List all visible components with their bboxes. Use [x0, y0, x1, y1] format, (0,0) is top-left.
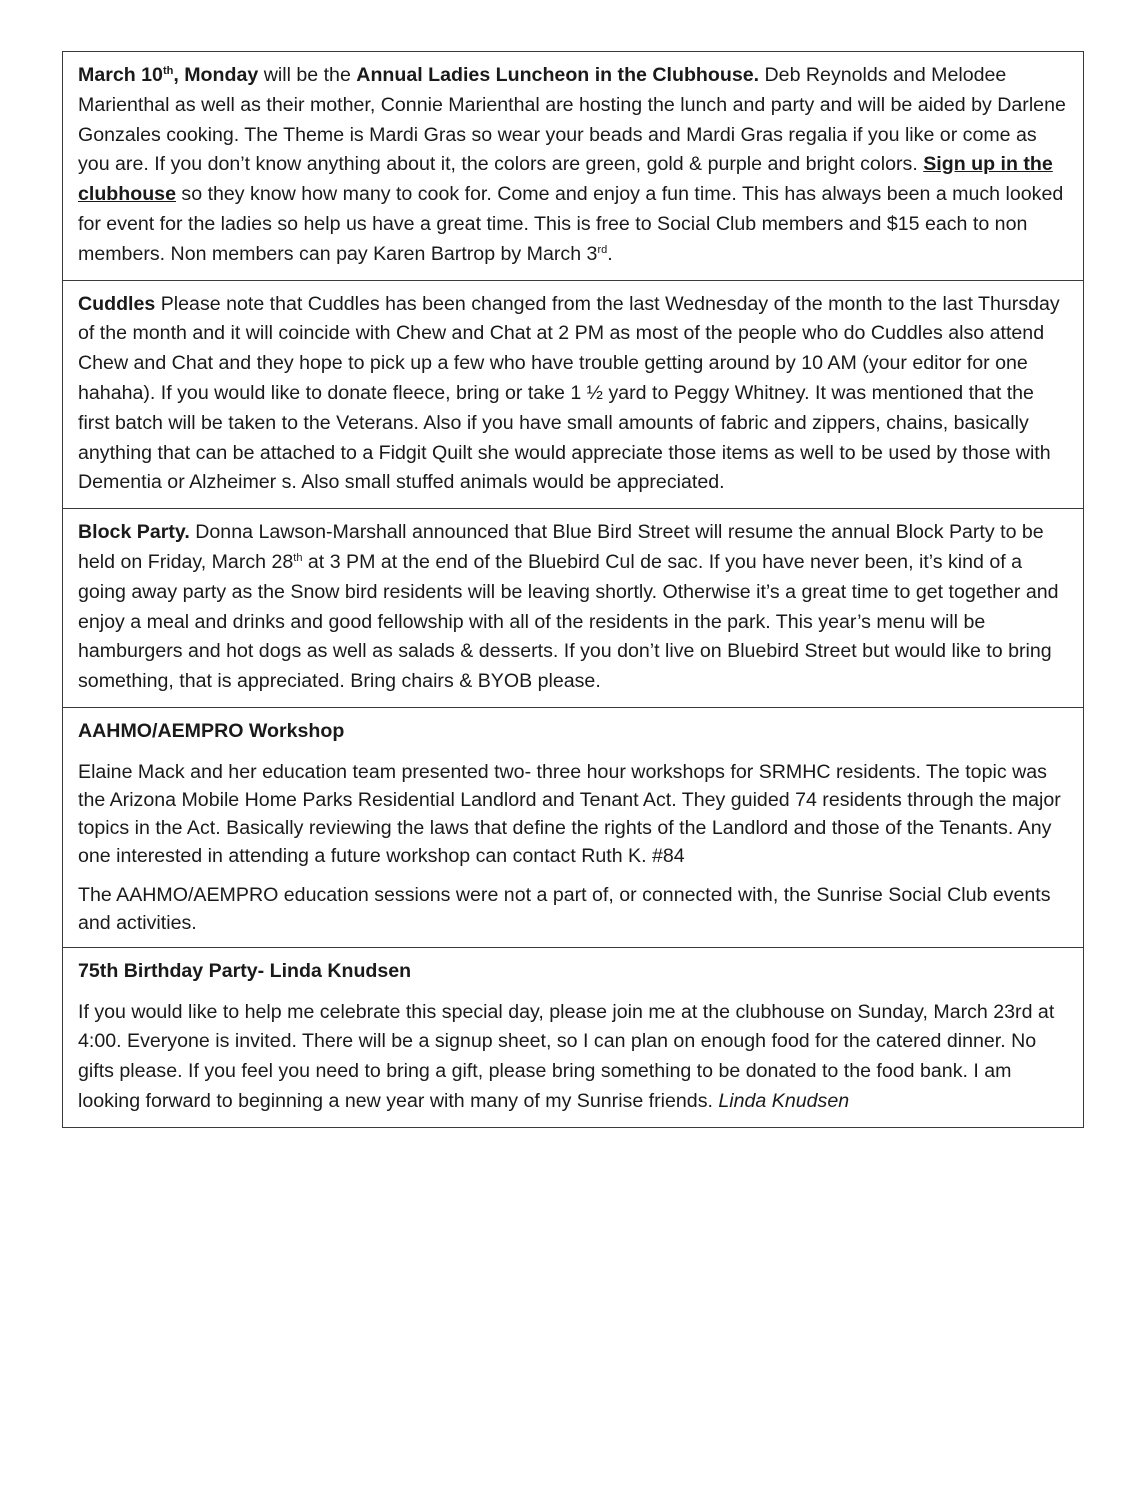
cuddles-body: Please note that Cuddles has been changed from the last Wednesday of the month to the last Thursday of the month and it will coincide with Chew and Chat at 2 PM as most of the people who do Cuddles also attend Chew and Chat and they hope to pick up a few who have trouble getting around by 10 AM (your editor for one hahaha). If you would like to donate fleece, bring or take 1 ½ yard to Peggy Whitney. It was mentioned that the first batch will be taken to the Veterans. Also if you have small amounts of fabric and zippers, chains, basically anything that can be attached to a Fidgit Quilt she would appreciate those items as well to be used by those with Dementia or Alzheimer s. Also small stuffed animals would be appreciated. [78, 292, 1060, 494]
block-party-paragraph [78, 518, 1069, 697]
workshop-paragraph-1: Elaine Mack and her education team presented two- three hour workshops for SRMHC residents. The topic was the Arizona Mobile Home Parks Residential Landlord and Tenant Act. They guided 74 residents through the major topics in the Act. Basically reviewing the laws that define the rights of the Landlord and those of the Tenants. Any one interested in attending a future workshop can contact Ruth K. #84 [78, 760, 1061, 867]
luncheon-text-3: so they know how many to cook for. Come and enjoy a fun time. This has always been a much looked for event for the ladies so help us have a great time. This is free to Social Club members and $15 each to non members. Non members can pay Karen Bartrop by March 3 [78, 183, 1064, 265]
birthday-signature: Linda Knudsen [718, 1089, 850, 1112]
luncheon-section [63, 52, 1083, 281]
cuddles-paragraph [78, 290, 1069, 499]
signup-notice: Sign up in the clubhouse [78, 153, 1053, 206]
block-party-text-2: at 3 PM at the end of the Bluebird Cul de sac. If you have never been, it’s kind of a going away party as the Snow bird residents will be leaving shortly. Otherwise it’s a great time to get together and enjoy a meal and drinks and good fellowship with all of the residents in the park. This year’s menu will be hamburgers and hot dogs as well as salads & desserts. If you don’t live on Bluebird Street but would like to bring something, that is appreciated. Bring chairs & BYOB please. [78, 550, 1059, 693]
luncheon-deadline-suffix: rd [597, 243, 608, 256]
cuddles-title: Cuddles [78, 292, 156, 315]
block-party-title: Block Party. [78, 521, 190, 544]
luncheon-paragraph [78, 61, 1069, 270]
luncheon-date-day: March 10 [78, 64, 163, 86]
block-party-text-1: Donna Lawson-Marshall announced that Blue Bird Street will resume the annual Block Party to be held on Friday, March 28 [78, 521, 1044, 573]
workshop-paragraph-2: The AAHMO/AEMPRO education sessions were not a part of, or connected with, the Sunrise Social Club events and activities. [78, 883, 1051, 934]
luncheon-text-4: . [607, 242, 613, 265]
luncheon-text-1: will be the [258, 64, 357, 86]
birthday-paragraph [78, 998, 1069, 1117]
workshop-section [63, 708, 1083, 948]
newsletter-table [62, 51, 1084, 1128]
birthday-body: If you would like to help me celebrate this special day, please join me at the clubhouse on Sunday, March 23rd at 4:00. Everyone is invited. There will be a signup sheet, so I can plan on enough food for the catered dinner. No gifts please. If you feel you need to bring a gift, please bring something to be donated to the food bank. I am looking forward to beginning a new year with many of my Sunrise friends. [78, 1000, 1055, 1112]
luncheon-weekday: , Monday [173, 64, 259, 86]
luncheon-event-name: Annual Ladies Luncheon in the Clubhouse. [356, 64, 760, 86]
workshop-title: AAHMO/AEMPRO Workshop [78, 719, 345, 742]
birthday-section [63, 948, 1083, 1127]
luncheon-date [78, 64, 258, 86]
luncheon-date-suffix: th [162, 65, 174, 77]
block-party-date-suffix: th [293, 551, 303, 564]
luncheon-text-2: Deb Reynolds and Melodee Marienthal as well as their mother, Connie Marienthal are hosting the lunch and party and will be aided by Darlene Gonzales cooking. The Theme is Mardi Gras so wear your beads and Mardi Gras regalia if you like or come as you are. If you don’t know anything about it, the colors are green, gold & purple and bright colors. [78, 64, 1066, 176]
birthday-title: 75th Birthday Party- Linda Knudsen [78, 959, 412, 982]
cuddles-section [63, 281, 1083, 510]
block-party-section [63, 509, 1083, 708]
